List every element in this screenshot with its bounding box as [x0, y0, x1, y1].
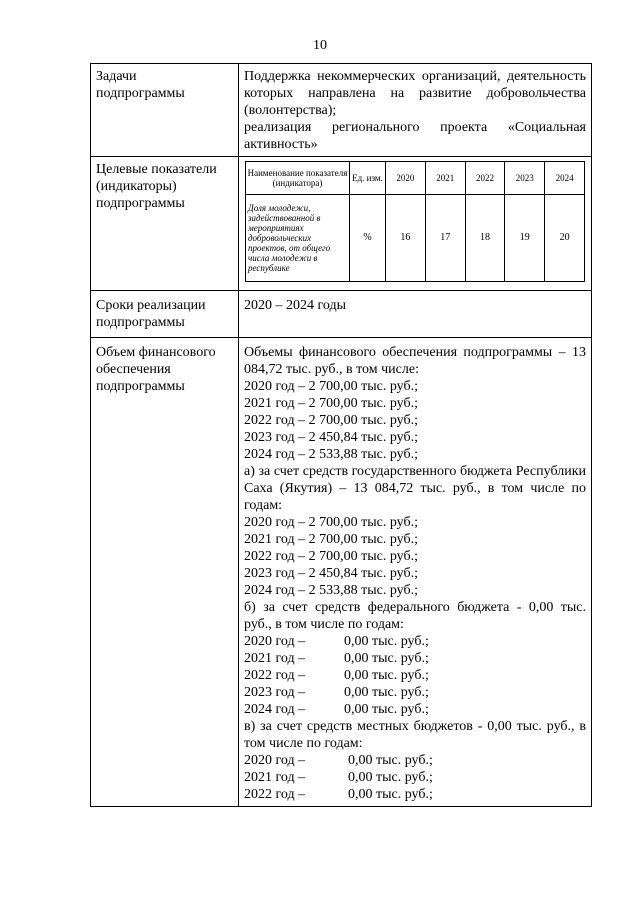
list-item: [244, 769, 586, 786]
header-unit: Ед. изм.: [350, 162, 386, 195]
list-item: 2023 год – 2 450,84 тыс. руб.;: [244, 430, 418, 445]
year-label: 2024 год –: [244, 702, 306, 717]
passport-table: [90, 63, 592, 807]
list-item: 2024 год – 2 533,88 тыс. руб.;: [244, 583, 418, 598]
task-item: реализация регионального проекта «Социальная активность»: [244, 120, 586, 152]
header-year-2023: 2023: [505, 162, 545, 195]
table-row: [246, 195, 585, 282]
local-budget-years: [244, 752, 586, 803]
period-label: [91, 291, 239, 338]
indicators-table: [245, 161, 585, 282]
tasks-label: [91, 64, 239, 157]
funding-label: [91, 338, 239, 807]
tasks-row: [91, 64, 592, 157]
header-year-2022: 2022: [465, 162, 505, 195]
indicator-value-2024: 20: [545, 195, 585, 282]
local-budget-intro: в) за счет средств местных бюджетов - 0,00 тыс. руб., в том числе по годам:: [244, 719, 586, 751]
list-item: [244, 701, 586, 718]
list-item: 2022 год – 2 700,00 тыс. руб.;: [244, 549, 418, 564]
label-line: подпрограммы: [96, 196, 185, 211]
label-line: Сроки реализации: [96, 298, 206, 313]
list-item: [244, 786, 586, 803]
label-line: подпрограммы: [96, 86, 185, 101]
state-budget-years: [244, 514, 586, 599]
indicator-value-2020: 16: [386, 195, 426, 282]
list-item: 2022 год – 2 700,00 тыс. руб.;: [244, 413, 418, 428]
amount: 0,00 тыс. руб.;: [344, 651, 429, 666]
period-value: 2020 – 2024 годы: [239, 291, 592, 338]
period-row: [91, 291, 592, 338]
list-item: 2023 год – 2 450,84 тыс. руб.;: [244, 566, 418, 581]
federal-budget-years: [244, 633, 586, 718]
funding-total-years: [244, 378, 586, 463]
year-label: 2020 год –: [244, 634, 306, 649]
year-label: 2022 год –: [244, 668, 306, 683]
indicator-name: Доля молодежи, задействованной в мероприятиях добровольческих проектов, от общего числа молодежи в республике: [246, 195, 350, 282]
list-item: [244, 684, 586, 701]
state-budget-intro: а) за счет средств государственного бюджета Республики Саха (Якутия) – 13 084,72 тыс. руб., в том числе по годам:: [244, 464, 586, 513]
indicators-value: [239, 157, 592, 291]
label-line: Объем финансового: [96, 345, 216, 360]
label-line: (индикаторы): [96, 179, 177, 194]
funding-row: [91, 338, 592, 807]
year-label: 2023 год –: [244, 685, 306, 700]
indicators-label: [91, 157, 239, 291]
year-label: 2021 год –: [244, 651, 306, 666]
amount: 0,00 тыс. руб.;: [344, 702, 429, 717]
list-item: 2020 год – 2 700,00 тыс. руб.;: [244, 515, 418, 530]
indicator-value-2023: 19: [505, 195, 545, 282]
task-item: Поддержка некоммерческих организаций, деятельность которых направлена на развитие добровольчества (волонтерства);: [244, 69, 586, 118]
list-item: 2024 год – 2 533,88 тыс. руб.;: [244, 447, 418, 462]
amount: 0,00 тыс. руб.;: [344, 634, 429, 649]
list-item: [244, 650, 586, 667]
indicator-value-2021: 17: [425, 195, 465, 282]
amount: 0,00 тыс. руб.;: [344, 685, 429, 700]
list-item: [244, 667, 586, 684]
indicators-row: [91, 157, 592, 291]
amount: 0,00 тыс. руб.;: [344, 668, 429, 683]
federal-budget-intro: б) за счет средств федерального бюджета - 0,00 тыс. руб., в том числе по годам:: [244, 600, 586, 632]
amount: 0,00 тыс. руб.;: [348, 770, 433, 785]
tasks-value: [239, 64, 592, 157]
label-line: Целевые показатели: [96, 162, 217, 177]
list-item: 2021 год – 2 700,00 тыс. руб.;: [244, 396, 418, 411]
list-item: 2021 год – 2 700,00 тыс. руб.;: [244, 532, 418, 547]
year-label: 2020 год –: [244, 753, 306, 768]
amount: 0,00 тыс. руб.;: [348, 753, 433, 768]
year-label: 2021 год –: [244, 770, 306, 785]
page-number: 10: [313, 38, 327, 53]
label-line: подпрограммы: [96, 379, 185, 394]
list-item: [244, 633, 586, 650]
label-line: подпрограммы: [96, 315, 185, 330]
header-year-2020: 2020: [386, 162, 426, 195]
indicator-value-2022: 18: [465, 195, 505, 282]
list-item: [244, 752, 586, 769]
label-line: обеспечения: [96, 362, 171, 377]
label-line: Задачи: [96, 69, 137, 84]
list-item: 2020 год – 2 700,00 тыс. руб.;: [244, 379, 418, 394]
amount: 0,00 тыс. руб.;: [348, 787, 433, 802]
indicator-unit: %: [350, 195, 386, 282]
header-indicator-name: Наименование показателя (индикатора): [246, 162, 350, 195]
funding-value: [239, 338, 592, 807]
indicators-header-row: [246, 162, 585, 195]
funding-intro: Объемы финансового обеспечения подпрограммы – 13 084,72 тыс. руб., в том числе:: [244, 345, 586, 377]
year-label: 2022 год –: [244, 787, 306, 802]
header-year-2021: 2021: [425, 162, 465, 195]
header-year-2024: 2024: [545, 162, 585, 195]
